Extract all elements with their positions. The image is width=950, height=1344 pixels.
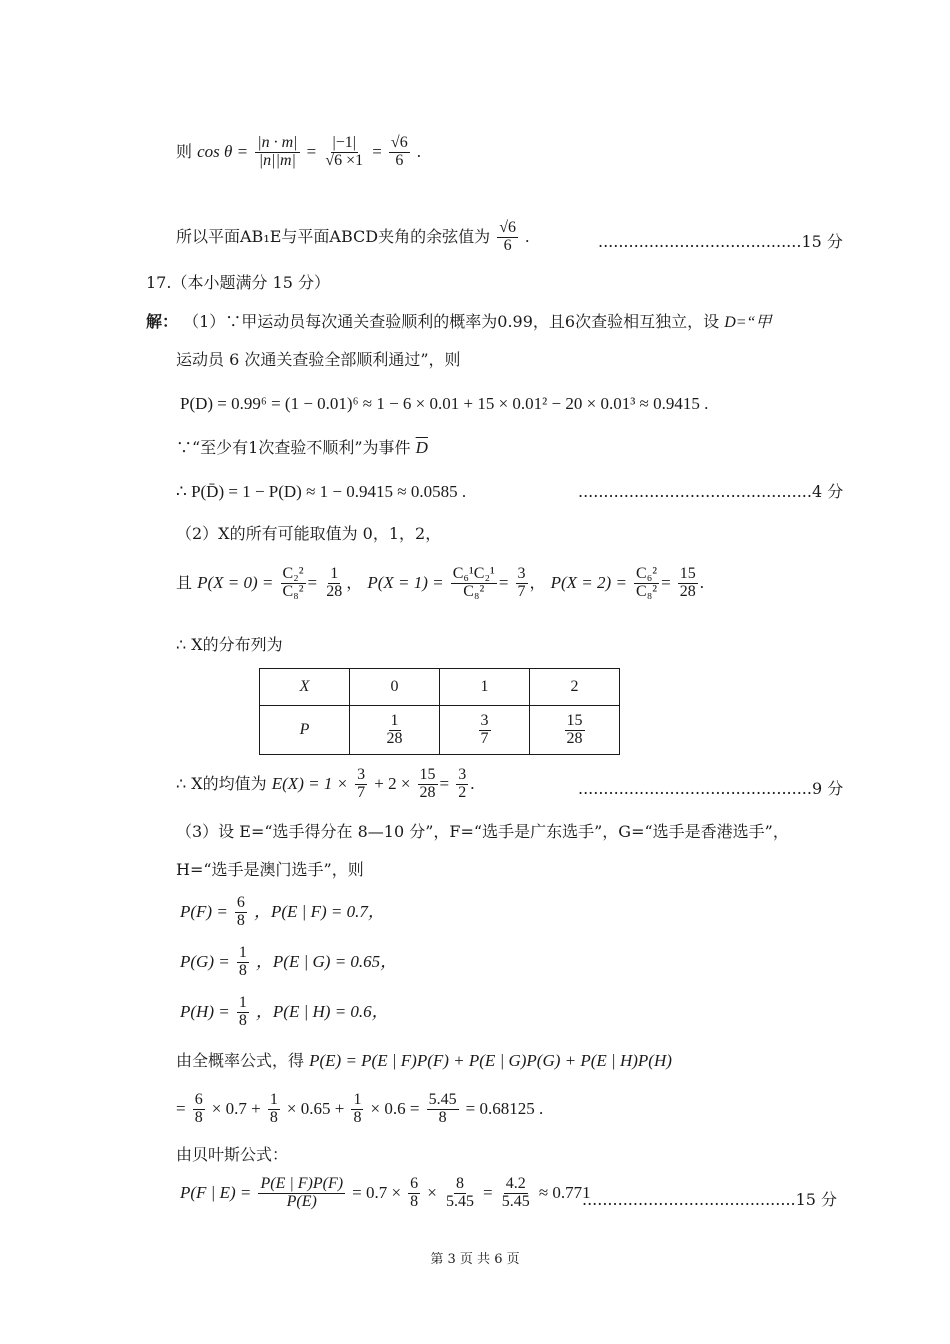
- part3-line-b: H=“选手是澳门选手”，则: [176, 860, 364, 879]
- total-prob-line: 由全概率公式，得 P(E) = P(E | F)P(F) + P(E | G)P(G) + P(E | H)P(H): [176, 1051, 672, 1070]
- ph-line: P(H) = $\frac{1}{8}$ ，P(E | H) = 0.6，: [180, 994, 389, 1029]
- part3-line-a: （3）设 E=“选手得分在 8—10 分”，F=“选手是广东选手”，G=“选手是香港选手”，: [176, 822, 789, 841]
- px0-frac-value: $\frac{1}{28}$: [326, 565, 343, 600]
- table-header-x: X: [260, 669, 350, 706]
- px2-frac-value: $\frac{15}{28}$: [679, 565, 696, 600]
- bayes-line: P(F | E) = $\frac{P(E | F)P(F)}{P(E)}$ = 0.7 × $\frac{6}{8}$ × $\frac{8}{5.45}$ = $\frac{4.2}{5.45}$ ≈ 0.771: [180, 1175, 591, 1210]
- table-cell-p1: $\frac{3}{7}$: [440, 706, 530, 755]
- part1-line-a: 解： （1）∵甲运动员每次通关查验顺利的概率为0.99，且6次查验相互独立，设 D=“甲: [146, 312, 772, 331]
- mean-line: ∴ X的均值为 E(X) = 1 × $\frac{3}{7}$ + 2 × $\frac{15}{28}$ = $\frac{3}{2}$ .: [176, 766, 475, 801]
- px1-frac: $\frac{\text{C₆¹C₂¹}}{\text{C₈²}}$: [452, 565, 495, 600]
- cos-theta-line: 则 cos θ = $\frac{|n \cdot m|}{|n||m|}$ = $\frac{|-1|}{√6 \times 1}$ = $\frac{√6}{6}$ .: [176, 134, 422, 169]
- part1-line-b: 运动员 6 次通关查验全部顺利通过”，则: [176, 350, 461, 369]
- table-row-label: P: [260, 706, 350, 755]
- table-header-2: 2: [530, 669, 620, 706]
- cos-frac-2: $\frac{|-1|}{√6 \times 1}$: [325, 134, 364, 169]
- distribution-label: ∴ X的分布列为: [176, 635, 283, 654]
- because-line: ∵“至少有1次查验不顺利”为事件 $\overline{D}$: [176, 438, 428, 457]
- score-15a: ........................................15 分: [598, 232, 843, 251]
- conclusion-frac: $\frac{√6}{6}$: [499, 219, 516, 254]
- bayes-label: 由贝叶斯公式：: [176, 1145, 289, 1164]
- conclusion-line: 所以平面AB₁E与平面ABCD夹角的余弦值为 $\frac{√6}{6}$ .: [176, 219, 530, 254]
- calc-line: = $\frac{6}{8}$ × 0.7 + $\frac{1}{8}$ × 0.65 + $\frac{1}{8}$ × 0.6 = $\frac{5.45}{8}$ = 0.68125 .: [176, 1091, 544, 1126]
- part2-line: （2）X的所有可能取值为 0，1，2，: [176, 524, 442, 543]
- cos-frac-3: $\frac{√6}{6}$: [390, 134, 408, 169]
- pd-expression: P(D) = 0.99⁶ = (1 − 0.01)⁶ ≈ 1 − 6 × 0.01 + 15 × 0.01² − 20 × 0.01³ ≈ 0.9415 .: [180, 394, 709, 413]
- cos-frac-1: $\frac{|n \cdot m|}{|n||m|}$: [257, 134, 298, 169]
- solution-label: 解：: [146, 312, 179, 331]
- q17-title: 17.（本小题满分 15 分）: [146, 273, 330, 292]
- table-cell-p0: $\frac{1}{28}$: [350, 706, 440, 755]
- px1-frac-value: $\frac{3}{7}$: [517, 565, 526, 600]
- pg-line: P(G) = $\frac{1}{8}$ ，P(E | G) = 0.65，: [180, 944, 398, 979]
- table-header-1: 1: [440, 669, 530, 706]
- table-header-0: 0: [350, 669, 440, 706]
- cos-expr: cos θ =: [197, 141, 249, 161]
- score-15b: ..........................................15 分: [582, 1190, 838, 1209]
- px2-frac: $\frac{\text{C₆²}}{\text{C₈²}}$: [636, 565, 658, 600]
- therefore-line: ∴ P(D̄) = 1 − P(D) ≈ 1 − 0.9415 ≈ 0.0585 .: [176, 482, 467, 501]
- distribution-table: [259, 668, 620, 755]
- conclusion-text: 所以平面AB₁E与平面ABCD夹角的余弦值为: [176, 226, 491, 246]
- px0-frac: $\frac{\text{C₂²}}{\text{C₈²}}$: [282, 565, 304, 600]
- px-values-line: 且 P(X = 0) = $\frac{\text{C₂²}}{\text{C₈²}}$ = $\frac{1}{28}$ ， P(X = 1) = $\frac{\text{C₆¹C₂¹}}{\text{C₈²}}$ = $\frac{3}{7}$ ， P(X = 2) = $\frac{\text{C₆²}}{\text{C₈²}}$ = $\frac{15}{28}$ .: [176, 565, 704, 600]
- table-cell-p2: $\frac{15}{28}$: [530, 706, 620, 755]
- score-4: ..............................................4 分: [578, 482, 844, 501]
- cos-prefix: 则: [176, 141, 193, 161]
- page-footer: 第 3 页 共 6 页: [430, 1252, 520, 1267]
- score-9: ..............................................9 分: [578, 779, 844, 798]
- pf-line: P(F) = $\frac{6}{8}$ ，P(E | F) = 0.7，: [180, 894, 385, 929]
